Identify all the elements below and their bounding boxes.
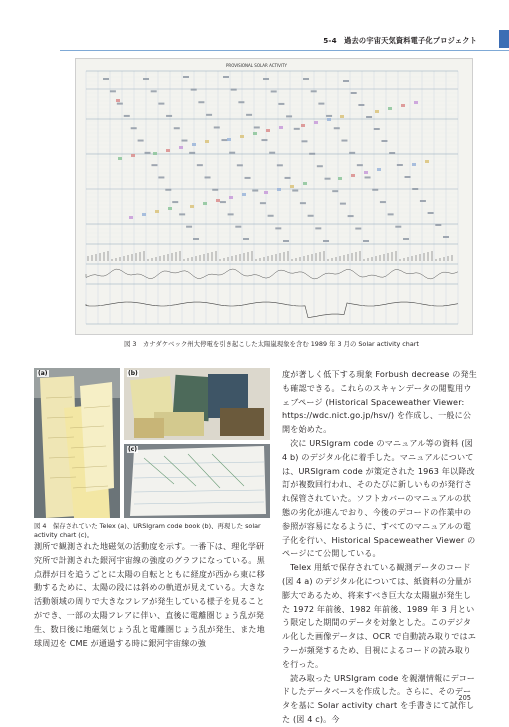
- photo-label-b: (b): [128, 370, 138, 377]
- running-header: 5-4 過去の宇宙天気資料電子化プロジェクト: [323, 36, 477, 45]
- photo-label-a: (a): [38, 370, 48, 377]
- photo-label-c: (c): [128, 446, 138, 453]
- figure4-photos: [34, 368, 270, 518]
- header-color-bar: [499, 30, 509, 48]
- figure3-caption: 図 3 カナダケベック州大停電を引き起こした太陽嵐現象を含む 1989 年 3 月の Solar activity chart: [124, 340, 419, 348]
- right-paragraph-1: 度が著しく低下する現象 Forbush decrease の発生も確認できる。これらのスキャンデータの閲覧用ウェブページ (Historical Spaceweather Viewer: https://wdc.nict.go.jp/hsv/) を作成し、一般に公開を始めた。: [282, 369, 477, 435]
- page-number: 205: [458, 694, 471, 702]
- left-paragraph: 測所で観測された地磁気の活動度を示す。一番下は、理化学研究所で計測された銀河宇宙線の強度のグラフになっている。黒点群が日を追うごとに太陽の自転とともに経度が西から東に移動するために、太陽の段には斜めの軌道が見えている。大きな活動領域の周りで大きなフレアが発生している様子を見ることができ、一部の太陽フレアに伴い、直後に電離圏じょう乱が発生、数日後に地磁気じょう乱と電離圏じょう乱が発生、また地球周辺を CME が通過する時に銀河宇宙線の強: [34, 541, 265, 648]
- left-column: [34, 540, 270, 650]
- right-paragraph-4: 読み取った URSIgram code を親潮情報にデコードしたデータベースを作成した。さらに、そのデータを基に Solar activity chart を手書きにて試作した (図 4 c)。今: [282, 672, 476, 724]
- figure3-solar-activity-chart: [75, 58, 473, 335]
- header-rule: [60, 50, 509, 51]
- chart-scan-illustration: [76, 59, 472, 334]
- figure4-caption: 図 4 保存されていた Telex (a)、URSIgram code book (b)、再現した solar activity chart (c)。: [34, 522, 261, 539]
- right-paragraph-3: Telex 用紙で保存されている観測データのコード (図 4 a) のデジタル化については、紙資料の分量が膨大であるため、将来すべき巨大な太陽嵐が発生した 1972 年前後、1982 年前後、1989 年 3 月という限定した期間のデータを対象とした。このデジタル化した画像データは、OCR で自動読み取りではエラーが頻発するため、目視によるコードの読み取りを行った。: [282, 562, 476, 669]
- right-paragraph-2: 次に URSIgram code のマニュアル等の資料 (図 4 b) のデジタル化に着手した。マニュアルについては、URSIgram code が策定された 1963 年以降改訂が複数回行われ、そのたびに新しいものが発行され保管されていた。ソフトカバーのマニュアルの状態の劣化が進んでおり、今後のデコードの作業中の参照が容易になるように、すべてのマニュアルの電子化を行い、Historical Spaceweather Viewer のページにて公開している。: [282, 437, 476, 559]
- right-column: [282, 368, 478, 727]
- photo-telex: [34, 368, 120, 518]
- photo-code-books: [124, 368, 270, 440]
- photo-reproduced-chart: [124, 444, 270, 518]
- chart-scan-heading: PROVISIONAL SOLAR ACTIVITY: [226, 63, 287, 68]
